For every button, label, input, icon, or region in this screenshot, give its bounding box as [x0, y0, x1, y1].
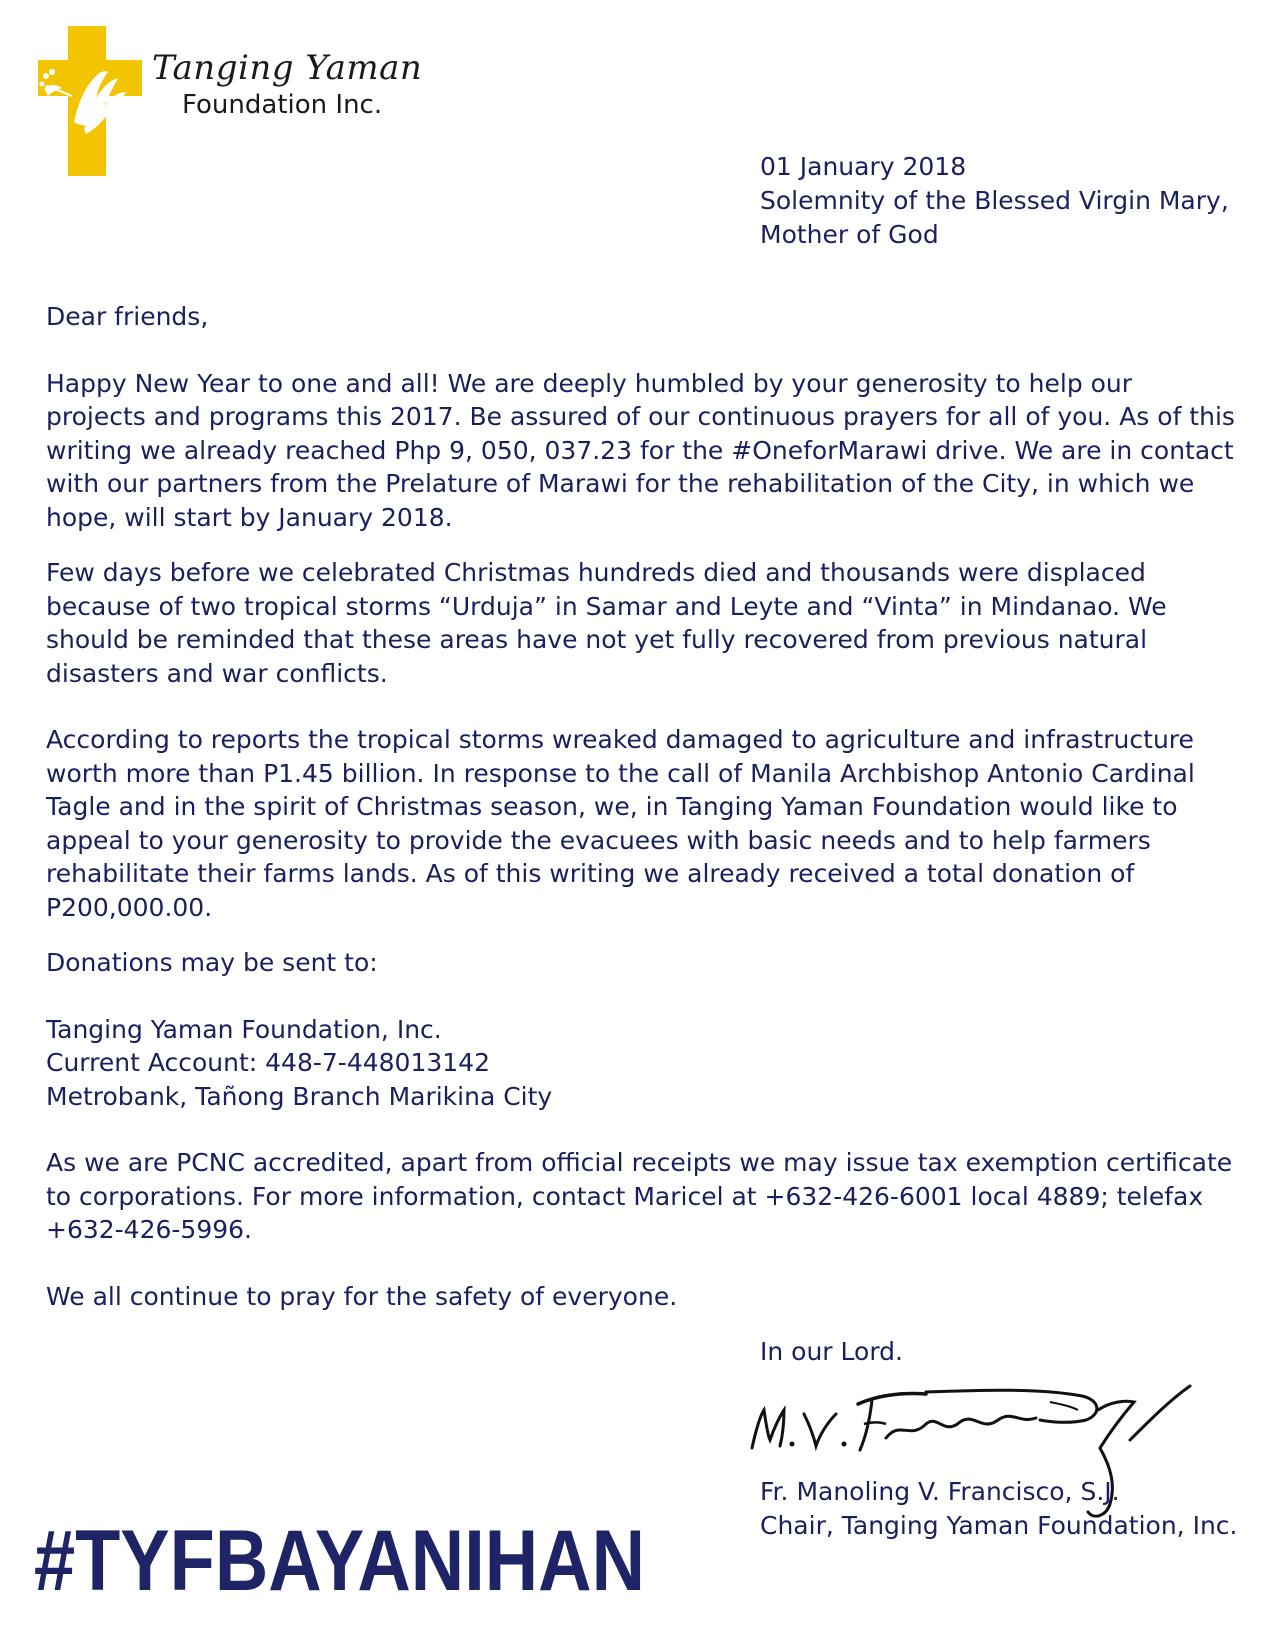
- account-details: [46, 1013, 1236, 1114]
- paragraph-appeal: According to reports the tropical storms wreaked damaged to agriculture and infrastructure worth more than P1.45 billion. In response to the call of Manila Archbishop Antonio Cardinal Tagle and in the spirit of Christmas season, we, in Tanging Yaman Foundation would like to appeal to your generosity to provide the evacuees with basic needs and to help farmers rehabilitate their farms lands. As of this writing we already received a total donation of P200,000.00.: [46, 725, 1195, 922]
- paragraph-final: We all continue to pray for the safety of everyone.: [46, 1281, 678, 1311]
- paragraph-storms: Few days before we celebrated Christmas hundreds died and thousands were displaced because of two tropical storms “Urduja” in Samar and Leyte and “Vinta” in Mindanao. We should be reminded that these areas have not yet fully recovered from previous natural disasters and war conflicts.: [46, 558, 1167, 688]
- signer-name: Fr. Manoling V. Francisco, S.J.: [760, 1477, 1120, 1506]
- org-name-script: Tanging Yaman: [152, 48, 423, 88]
- campaign-hashtag: #TYFBAYANIHAN: [34, 1513, 646, 1609]
- letter-date: 01 January 2018: [760, 152, 967, 181]
- cross-hands-dove-icon: [38, 26, 148, 176]
- occasion-line-1: Solemnity of the Blessed Virgin Mary,: [760, 186, 1229, 215]
- valediction: In our Lord.: [760, 1337, 903, 1366]
- salutation: Dear friends,: [46, 302, 209, 331]
- signer-block: [760, 1475, 1237, 1543]
- occasion-line-2: Mother of God: [760, 220, 939, 249]
- account-bank: Metrobank, Tañong Branch Marikina City: [46, 1081, 553, 1111]
- account-name: Tanging Yaman Foundation, Inc.: [46, 1014, 442, 1044]
- paragraph-new-year: Happy New Year to one and all! We are deeply humbled by your generosity to help our projects and programs this 2017. Be assured of our continuous prayers for all of you. As of this writing we already reached Php 9, 050, 037.23 for the #OneforMarawi drive. We are in contact with our partners from the Prelature of Marawi for the rehabilitation of the City, in which we hope, will start by January 2018.: [46, 368, 1235, 532]
- signer-title: Chair, Tanging Yaman Foundation, Inc.: [760, 1511, 1238, 1540]
- letter-body: [46, 300, 1236, 1313]
- dateline: [760, 150, 1229, 252]
- org-name-sub: Foundation Inc.: [182, 90, 383, 120]
- foundation-logo: [38, 26, 438, 176]
- paragraph-contact: As we are PCNC accredited, apart from official receipts we may issue tax exemption certificate to corporations. For more information, contact Maricel at +632-426-6001 local 4889; telefax +632-426-5996.: [46, 1148, 1233, 1244]
- account-number: Current Account: 448-7-448013142: [46, 1048, 490, 1077]
- paragraph-donations-intro: Donations may be sent to:: [46, 948, 378, 977]
